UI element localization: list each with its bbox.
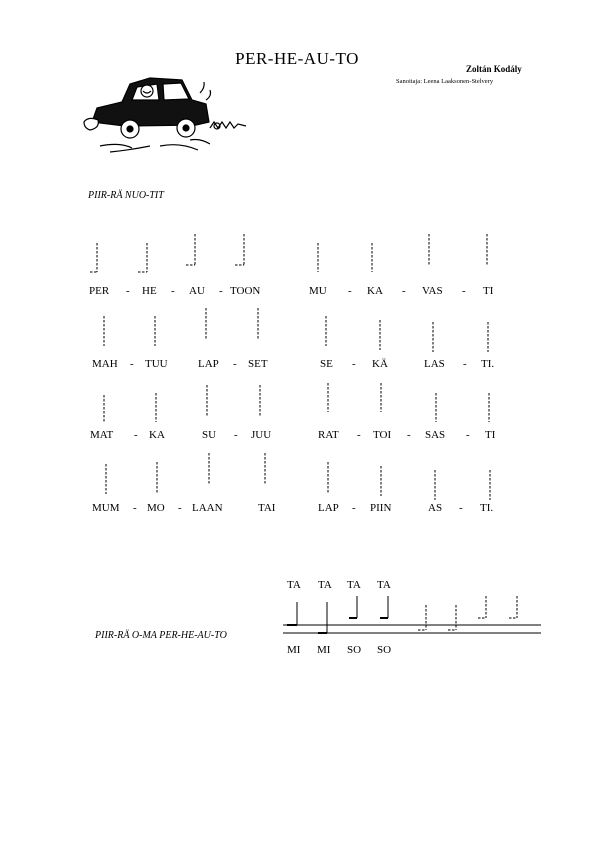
lyric-syllable: LAS xyxy=(424,358,445,370)
lyric-syllable: LAP xyxy=(198,358,219,370)
lyric-syllable: LAAN xyxy=(192,502,223,514)
rhythm-syllable: TA xyxy=(347,579,361,591)
lyric-syllable: MU xyxy=(309,285,327,297)
lyric-syllable: LAP xyxy=(318,502,339,514)
lyric-syllable: AU xyxy=(189,285,205,297)
lyric-syllable: VAS xyxy=(422,285,443,297)
lyric-syllable: SAS xyxy=(425,429,446,441)
lyric-syllable: KÄ xyxy=(372,358,388,370)
page-title: PER-HE-AU-TO xyxy=(235,49,359,68)
lyric-syllable: MAT xyxy=(90,429,114,441)
lyric-syllable: TI. xyxy=(481,358,495,370)
draw-notes-instruction: PIIR-RÄ NUO-TIT xyxy=(88,190,164,201)
lyric-syllable: PIIN xyxy=(370,502,392,514)
rhythm-syllable: TA xyxy=(287,579,301,591)
lyricist-credit: Sanoitaja: Leena Laaksonen-Stelvery xyxy=(396,78,494,85)
lyric-syllable: TI. xyxy=(480,502,494,514)
lyric-syllable: KA xyxy=(367,285,383,297)
solfege-syllable: SO xyxy=(377,644,392,656)
lyric-syllable: KA xyxy=(149,429,165,441)
solfege-syllable: SO xyxy=(347,644,362,656)
composer-name: Zoltán Kodály xyxy=(466,64,522,74)
lyric-syllable: MAH xyxy=(92,358,118,370)
lyric-syllable: TUU xyxy=(145,358,168,370)
draw-car-instruction: PIIR-RÄ O-MA PER-HE-AU-TO xyxy=(95,630,227,641)
lyric-syllable: TI xyxy=(483,285,494,297)
solfege-syllable: MI xyxy=(287,644,301,656)
rhythm-syllable: TA xyxy=(377,579,391,591)
lyric-syllable: JUU xyxy=(251,429,272,441)
lyric-syllable: PER xyxy=(89,285,110,297)
rhythm-syllable: TA xyxy=(318,579,332,591)
lyric-syllable: TOON xyxy=(230,285,261,297)
lyric-syllable: SE xyxy=(320,358,333,370)
solfege-syllable: MI xyxy=(317,644,331,656)
lyric-syllable: MO xyxy=(147,502,165,514)
lyric-syllable: RAT xyxy=(318,429,339,441)
lyric-syllable: MUM xyxy=(92,502,120,514)
lyric-syllable: SET xyxy=(248,358,268,370)
lyric-syllable: AS xyxy=(428,502,443,514)
lyric-syllable: TOI xyxy=(373,429,392,441)
lyric-syllable: TAI xyxy=(258,502,276,514)
lyric-syllable: HE xyxy=(142,285,157,297)
lyric-syllable: SU xyxy=(202,429,217,441)
lyric-syllable: TI xyxy=(485,429,496,441)
